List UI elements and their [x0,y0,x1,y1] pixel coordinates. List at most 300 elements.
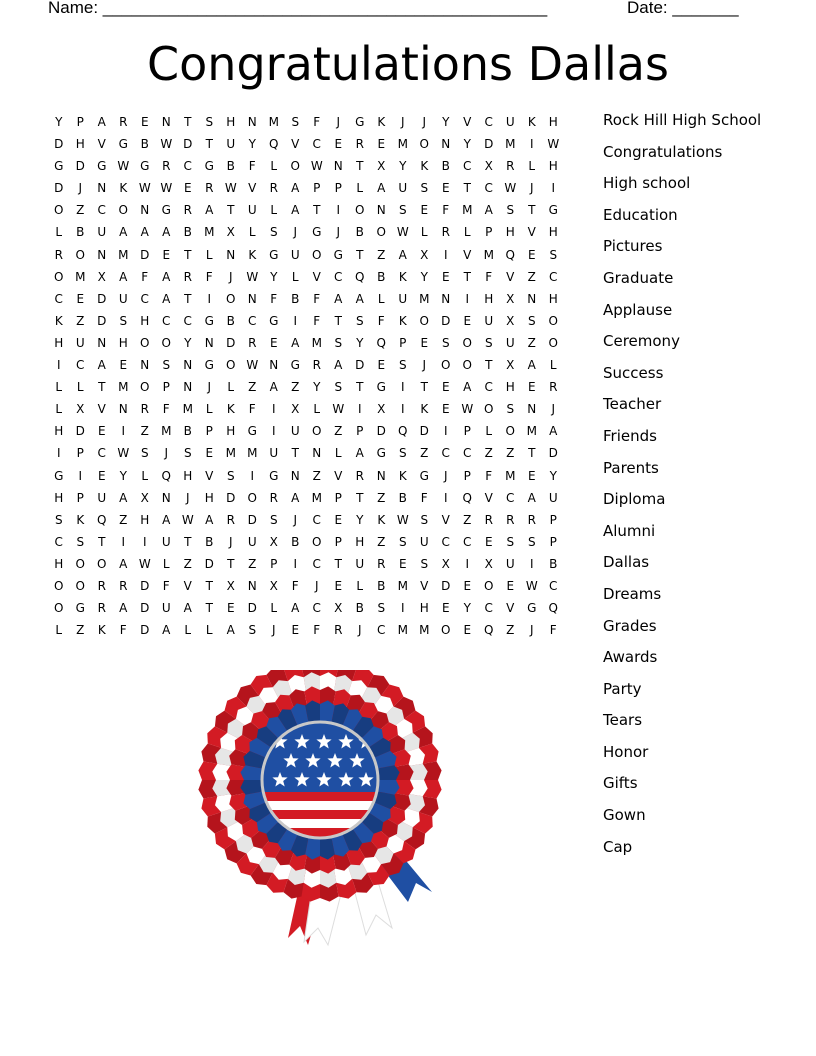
grid-letter: R [140,402,149,417]
word-list-item: Cap [603,837,633,856]
grid-row [48,420,564,442]
grid-letter: C [549,269,558,284]
grid-letter: K [226,402,235,417]
grid-letter: A [291,203,300,218]
grid-letter: S [420,556,429,571]
grid-letter: H [54,335,64,350]
grid-letter: T [356,380,364,395]
grid-letter: E [441,269,450,284]
grid-letter: D [75,424,85,439]
grid-letter: E [140,115,149,129]
grid-letter: R [355,468,364,483]
word-list-item: Diploma [603,490,666,509]
grid-letter: R [441,225,450,240]
grid-letter: X [97,269,106,284]
grid-letter: Q [376,335,386,350]
grid-letter: W [181,512,194,527]
grid-letter: E [334,137,343,152]
grid-letter: F [485,468,493,483]
grid-letter: V [506,269,515,284]
grid-letter: S [420,512,429,527]
grid-letter: S [549,247,558,262]
grid-letter: E [97,468,106,483]
grid-letter: D [441,313,451,328]
grid-letter: N [527,402,537,417]
grid-letter: K [248,247,257,262]
word-search-grid [48,111,564,641]
grid-letter: Y [184,335,192,350]
grid-letter: D [140,623,150,638]
grid-letter: S [162,358,171,373]
grid-letter: S [506,203,515,218]
grid-letter: J [443,468,448,483]
grid-letter: M [419,291,430,306]
grid-letter: P [334,181,342,196]
grid-letter: S [269,512,278,527]
grid-letter: B [291,291,300,306]
grid-letter: O [505,424,515,439]
grid-letter: L [270,203,278,218]
grid-letter: I [551,181,556,196]
grid-letter: C [463,534,472,549]
grid-letter: M [397,623,408,638]
grid-letter: U [505,335,515,350]
grid-letter: D [441,578,451,593]
grid-letter: K [527,115,536,129]
grid-letter: Y [356,335,364,350]
grid-letter: N [97,335,107,350]
grid-letter: I [400,380,405,395]
grid-letter: Y [119,468,127,483]
grid-letter: P [549,512,557,527]
grid-letter: U [505,115,515,129]
grid-letter: D [247,601,257,616]
grid-letter: C [312,601,321,616]
grid-letter: V [484,490,493,505]
grid-letter: L [227,380,235,395]
grid-letter: N [140,203,150,218]
grid-letter: T [184,115,192,129]
grid-letter: F [549,623,557,638]
grid-letter: K [97,623,106,638]
grid-letter: M [182,402,193,417]
grid-letter: R [248,335,257,350]
grid-letter: R [97,578,106,593]
grid-letter: R [97,601,106,616]
grid-letter: O [140,380,150,395]
grid-letter: O [548,335,558,350]
grid-letter: D [355,358,365,373]
grid-row [48,553,564,575]
grid-letter: R [162,159,171,174]
grid-letter: O [54,269,64,284]
grid-letter: C [54,291,63,306]
grid-letter: H [226,115,236,129]
grid-letter: I [271,402,276,417]
grid-letter: K [119,181,128,196]
grid-letter: V [312,269,321,284]
grid-letter: U [247,534,257,549]
grid-letter: Y [55,115,63,129]
grid-letter: C [97,203,106,218]
grid-letter: Z [527,335,536,350]
grid-letter: I [207,291,212,306]
grid-letter: X [76,402,85,417]
grid-letter: G [54,468,64,483]
grid-letter: O [312,534,322,549]
grid-letter: Z [506,446,515,461]
grid-letter: J [293,512,298,527]
grid-letter: V [420,578,429,593]
grid-letter: B [291,534,300,549]
grid-letter: O [226,358,236,373]
grid-row [48,398,564,420]
grid-letter: G [204,159,214,174]
grid-letter: H [548,115,558,129]
grid-letter: T [184,291,192,306]
grid-letter: A [527,358,536,373]
grid-letter: O [355,203,365,218]
grid-letter: R [269,181,278,196]
grid-letter: I [529,137,534,152]
grid-letter: A [97,115,106,129]
grid-row [48,221,564,243]
grid-letter: D [54,137,64,152]
grid-letter: T [485,358,493,373]
grid-letter: A [269,380,278,395]
grid-letter: E [226,601,235,616]
grid-letter: G [75,601,85,616]
grid-letter: A [162,623,171,638]
grid-letter: T [420,380,428,395]
grid-letter: A [291,601,300,616]
grid-letter: Z [484,446,493,461]
grid-letter: Y [313,380,321,395]
grid-letter: P [485,225,493,240]
grid-letter: L [248,225,256,240]
grid-letter: M [247,446,258,461]
grid-letter: A [377,181,386,196]
grid-letter: S [76,534,85,549]
grid-letter: R [54,247,63,262]
grid-letter: L [356,578,364,593]
grid-letter: S [226,468,235,483]
grid-letter: X [226,578,235,593]
grid-letter: V [463,115,472,129]
grid-letter: B [441,159,450,174]
grid-letter: C [441,446,450,461]
grid-letter: V [506,601,515,616]
grid-letter: Z [312,468,321,483]
word-list-item: Friends [603,426,657,445]
grid-letter: W [332,402,345,417]
grid-row [48,244,564,266]
word-list-item: Gown [603,806,646,825]
grid-letter: G [419,468,429,483]
grid-letter: N [140,358,150,373]
grid-letter: M [118,247,129,262]
grid-row [48,619,564,641]
grid-letter: W [525,578,538,593]
grid-letter: V [291,137,300,152]
grid-letter: E [484,534,493,549]
grid-letter: Z [76,623,85,638]
grid-letter: L [270,601,278,616]
word-list-item: Party [603,679,642,698]
word-list-item: Awards [603,648,658,667]
grid-letter: S [420,181,429,196]
grid-letter: N [161,490,171,505]
grid-letter: L [205,247,213,262]
grid-letter: R [205,181,214,196]
grid-letter: O [75,578,85,593]
grid-row [48,155,564,177]
grid-letter: E [441,601,450,616]
grid-letter: M [311,335,322,350]
word-list-item: Education [603,205,678,224]
grid-letter: D [140,578,150,593]
grid-letter: X [269,578,278,593]
grid-letter: W [504,181,517,196]
grid-letter: L [463,225,471,240]
grid-letter: P [549,534,557,549]
grid-letter: J [400,115,405,129]
grid-letter: S [398,534,407,549]
grid-letter: U [97,225,107,240]
header-line [48,0,748,20]
grid-letter: S [441,335,450,350]
grid-letter: Z [76,313,85,328]
grid-letter: N [97,247,107,262]
grid-letter: X [377,402,386,417]
grid-letter: O [312,424,322,439]
grid-letter: L [549,358,557,373]
grid-letter: K [420,402,429,417]
grid-letter: O [441,358,451,373]
grid-letter: S [398,203,407,218]
grid-letter: U [398,181,408,196]
grid-letter: C [334,269,343,284]
grid-letter: J [336,115,341,129]
grid-letter: W [461,402,474,417]
grid-letter: J [314,578,319,593]
grid-letter: L [55,623,63,638]
grid-letter: H [75,137,85,152]
grid-letter: E [205,446,214,461]
grid-letter: B [377,578,386,593]
grid-letter: M [397,578,408,593]
grid-letter: H [226,424,236,439]
grid-letter: B [377,269,386,284]
grid-letter: W [246,269,259,284]
grid-letter: R [269,490,278,505]
grid-letter: C [76,358,85,373]
grid-letter: M [161,424,172,439]
word-list-item: Dallas [603,553,650,572]
grid-letter: O [118,203,128,218]
grid-letter: A [398,247,407,262]
grid-letter: R [527,512,536,527]
grid-row [48,531,564,553]
grid-letter: W [160,137,173,152]
grid-letter: J [529,623,534,638]
grid-letter: E [420,203,429,218]
grid-letter: H [505,380,515,395]
grid-letter: E [527,380,536,395]
grid-letter: S [527,313,536,328]
grid-letter: F [313,291,321,306]
grid-letter: G [333,247,343,262]
grid-letter: B [355,601,364,616]
grid-letter: O [54,601,64,616]
grid-letter: A [527,490,536,505]
grid-letter: R [119,115,128,129]
grid-letter: B [355,225,364,240]
grid-letter: C [463,446,472,461]
grid-letter: A [334,358,343,373]
grid-row [48,266,564,288]
grid-letter: H [548,159,558,174]
grid-letter: G [269,313,279,328]
grid-letter: X [269,534,278,549]
grid-letter: P [399,335,407,350]
grid-letter: D [548,446,558,461]
grid-letter: T [205,578,213,593]
grid-letter: H [355,534,365,549]
grid-letter: T [184,247,192,262]
grid-letter: K [398,269,407,284]
grid-letter: Z [377,247,386,262]
grid-row [48,177,564,199]
grid-letter: N [441,291,451,306]
grid-letter: O [75,556,85,571]
grid-row [48,332,564,354]
grid-letter: A [162,512,171,527]
grid-letter: T [463,269,471,284]
grid-letter: C [183,159,192,174]
grid-letter: Z [377,534,386,549]
grid-letter: E [76,291,85,306]
grid-letter: K [398,313,407,328]
grid-letter: W [160,181,173,196]
grid-letter: B [398,490,407,505]
grid-letter: E [463,578,472,593]
grid-letter: G [204,358,214,373]
grid-letter: L [420,225,428,240]
grid-letter: D [226,490,236,505]
grid-letter: H [54,424,64,439]
grid-letter: J [529,181,534,196]
grid-letter: R [484,512,493,527]
grid-letter: L [205,623,213,638]
grid-letter: T [205,137,213,152]
grid-letter: M [268,115,279,129]
word-list-item: Congratulations [603,142,723,161]
grid-letter: G [376,446,386,461]
grid-letter: R [355,137,364,152]
grid-letter: F [119,623,127,638]
word-list-item: Graduate [603,268,674,287]
grid-letter: O [54,578,64,593]
word-list-item: Dreams [603,584,662,603]
grid-letter: X [226,225,235,240]
grid-letter: O [54,203,64,218]
word-list-item: High school [603,174,691,193]
grid-letter: B [76,225,85,240]
grid-letter: U [355,556,365,571]
grid-letter: G [118,137,128,152]
grid-letter: F [248,402,256,417]
grid-letter: B [549,556,558,571]
grid-letter: S [377,601,386,616]
grid-letter: J [271,623,276,638]
grid-letter: V [205,468,214,483]
grid-row [48,597,564,619]
grid-letter: H [183,468,193,483]
grid-letter: D [226,335,236,350]
grid-letter: A [334,291,343,306]
grid-letter: D [247,512,257,527]
grid-letter: H [484,291,494,306]
grid-letter: D [75,159,85,174]
grid-letter: W [224,181,237,196]
grid-letter: V [463,247,472,262]
grid-letter: Z [506,623,515,638]
grid-letter: M [118,380,129,395]
grid-letter: P [76,446,84,461]
grid-letter: W [138,181,151,196]
grid-letter: D [97,291,107,306]
grid-letter: N [376,468,386,483]
grid-letter: X [420,247,429,262]
grid-letter: A [119,269,128,284]
grid-letter: D [376,424,386,439]
grid-letter: E [377,137,386,152]
grid-letter: A [291,181,300,196]
grid-letter: A [183,601,192,616]
grid-letter: T [356,490,364,505]
grid-letter: U [419,534,429,549]
grid-letter: T [227,556,235,571]
word-list-item: Honor [603,742,649,761]
grid-letter: E [269,335,278,350]
grid-letter: Q [97,512,107,527]
grid-letter: L [76,380,84,395]
grid-letter: L [356,181,364,196]
grid-letter: G [247,424,257,439]
grid-letter: J [293,225,298,240]
grid-letter: T [184,534,192,549]
grid-letter: B [183,424,192,439]
grid-letter: Z [248,556,257,571]
grid-letter: E [119,358,128,373]
grid-letter: D [140,247,150,262]
grid-letter: S [398,358,407,373]
grid-letter: G [376,380,386,395]
grid-letter: H [140,512,150,527]
grid-letter: N [183,358,193,373]
grid-letter: F [291,578,299,593]
grid-letter: C [54,534,63,549]
grid-letter: T [334,556,342,571]
grid-letter: I [465,291,470,306]
grid-letter: J [78,181,83,196]
grid-letter: U [226,137,236,152]
patriotic-award-rosette-icon [196,670,452,960]
grid-letter: R [226,512,235,527]
word-list-item: Alumni [603,521,656,540]
grid-letter: T [291,446,299,461]
